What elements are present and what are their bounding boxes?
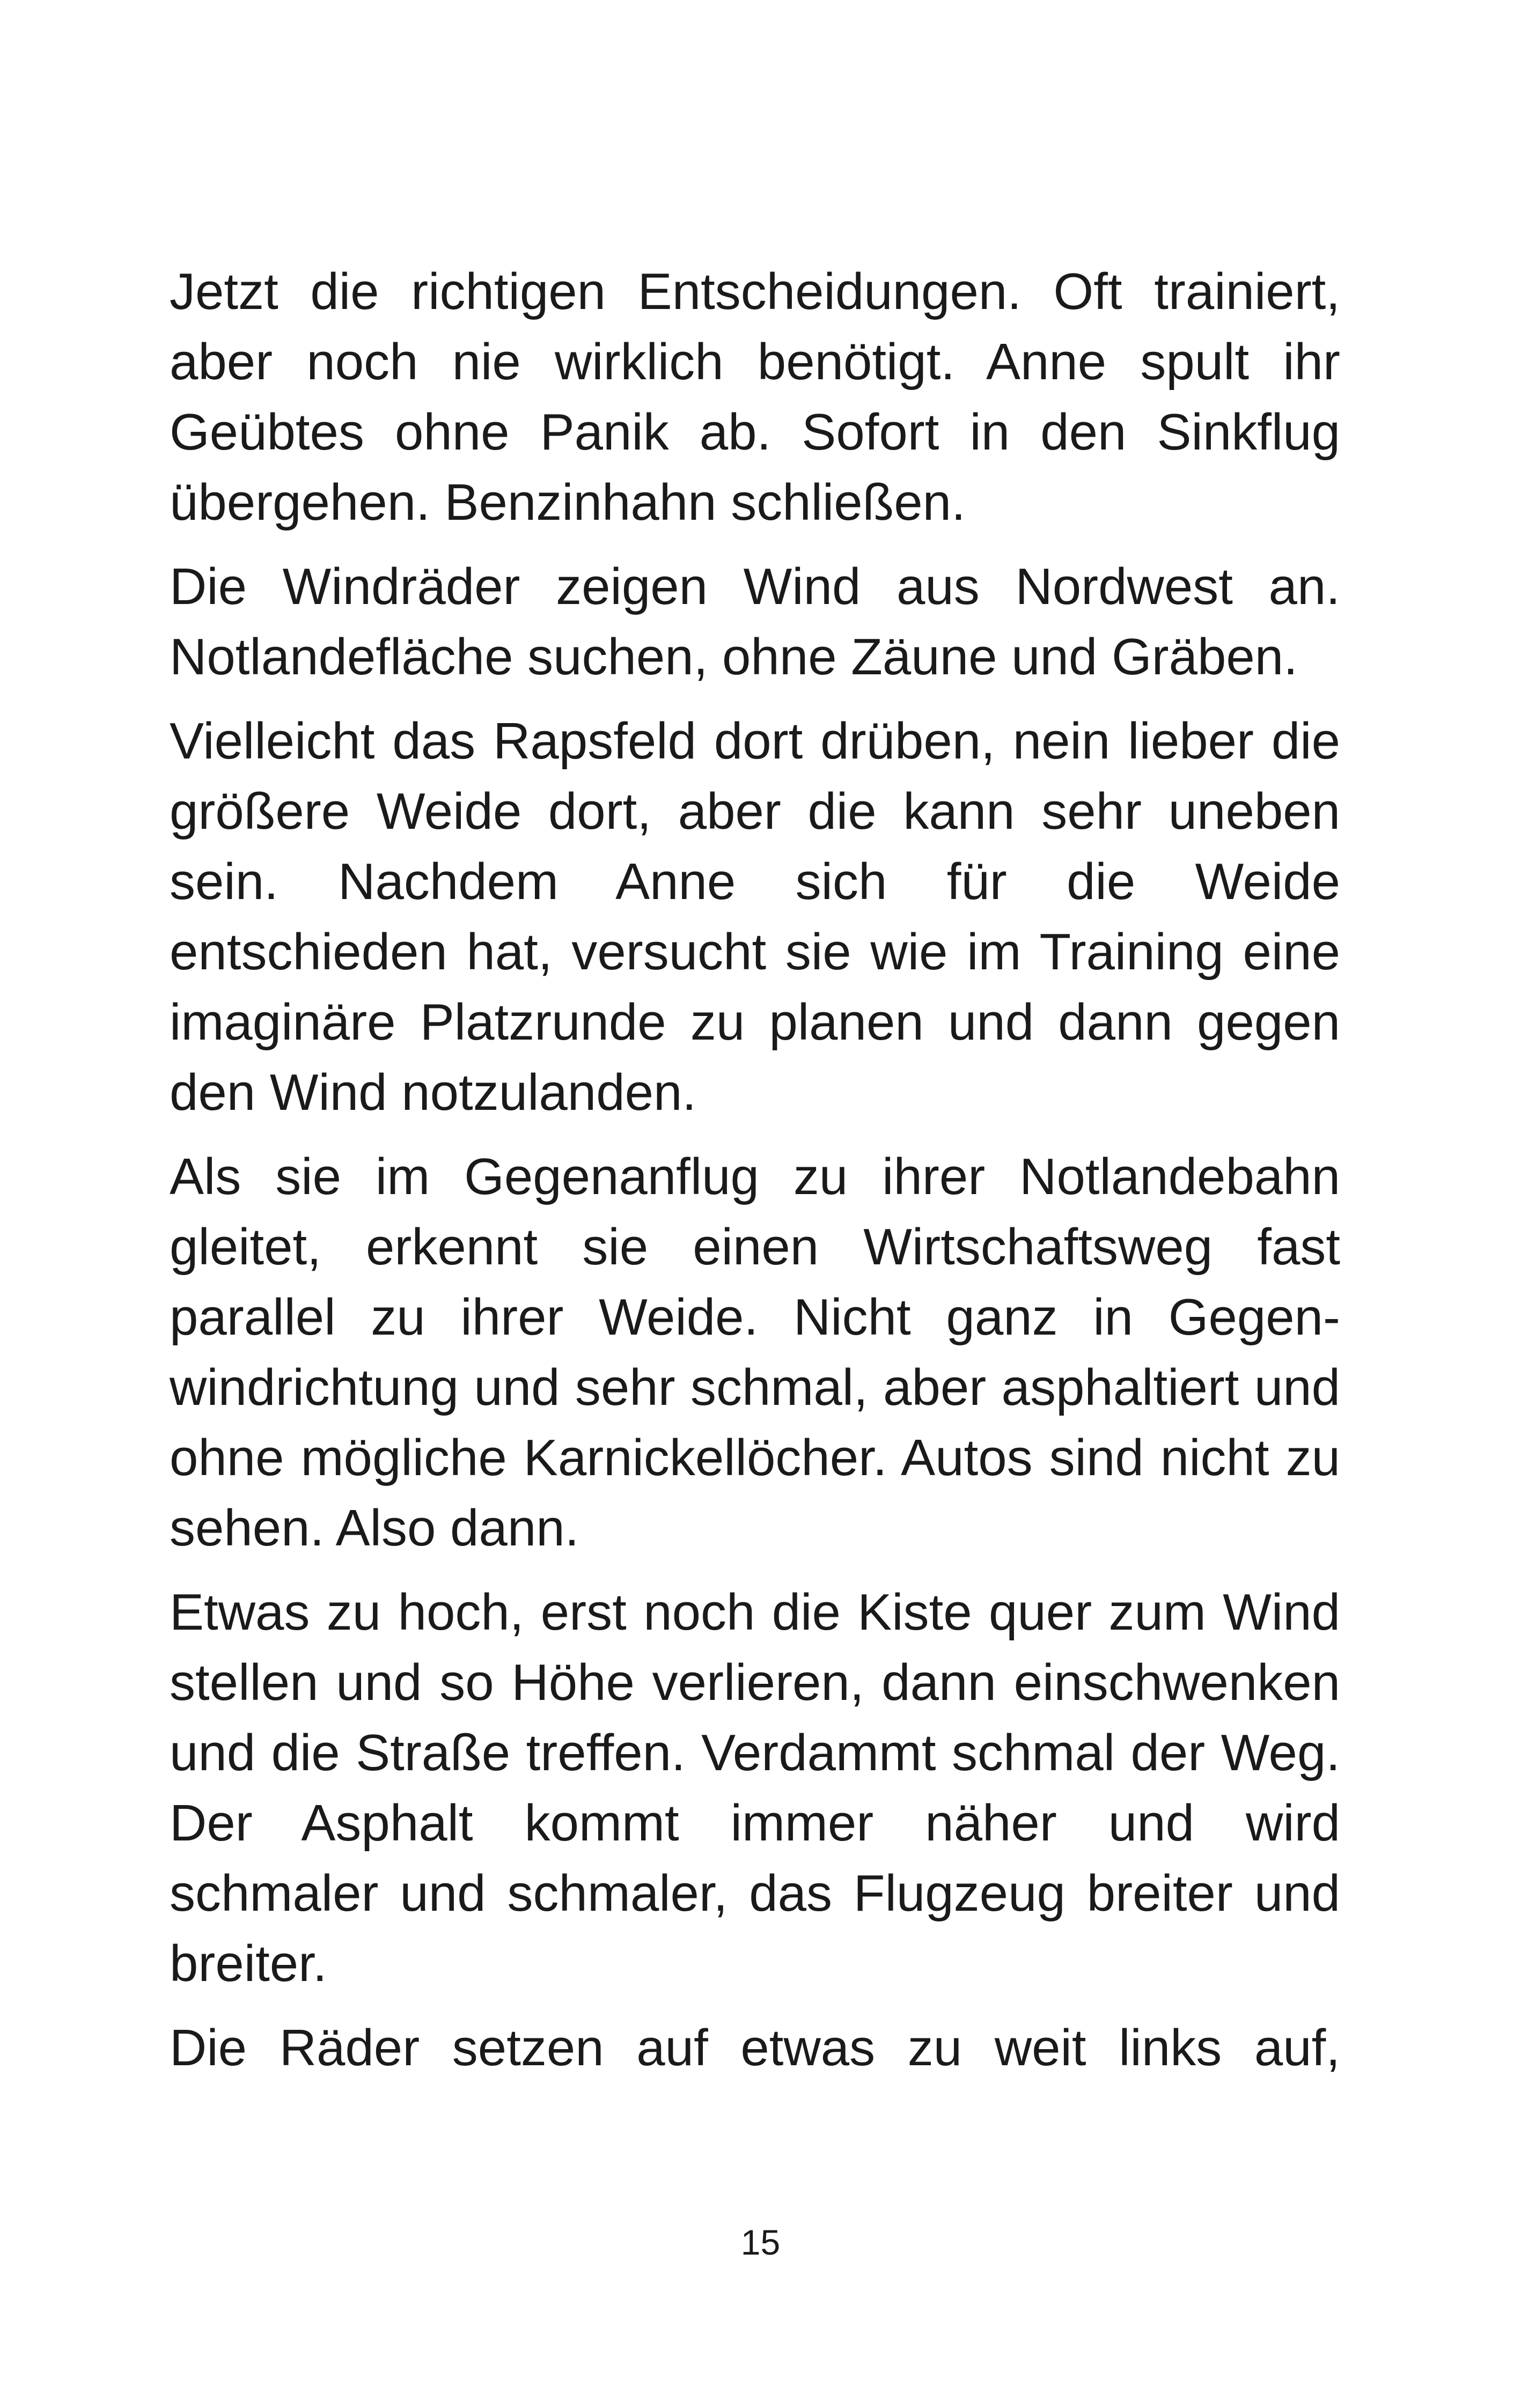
paragraph: Die Windräder zeigen Wind aus Nordwest an. Notlandefläche suchen, ohne Zäune und Gräben. [170, 558, 1340, 686]
page-body [170, 256, 1340, 2097]
page-number: 15 [740, 2222, 781, 2262]
paragraph: Als sie im Gegenanflug zu ihrer Notlandebahn gleitet, erkennt sie einen Wirtschaftsweg fast parallel zu ihrer Weide. Nicht ganz in Gegenwindrichtung und sehr schmal, aber asphaltiert und ohne mögliche Karnickellöcher. Autos sind nicht zu sehen. Also dann. [170, 1148, 1340, 1557]
paragraph: Etwas zu hoch, erst noch die Kiste quer zum Wind stellen und so Höhe verlieren, dann einschwenken und die Straße treffen. Verdammt schmal der Weg. Der Asphalt kommt immer näher und wird schmaler und schmaler, das Flugzeug breiter und breiter. [170, 1584, 1340, 1992]
paragraph: Die Räder setzen auf etwas zu weit links auf, [170, 2019, 1340, 2076]
paragraph: Vielleicht das Rapsfeld dort drüben, nein lieber die größere Weide dort, aber die kann sehr uneben sein. Nachdem Anne sich für die Weide entschieden hat, versucht sie wie im Training eine imaginäre Platzrunde zu planen und dann gegen den Wind notzulanden. [170, 712, 1340, 1121]
paragraph: Jetzt die richtigen Entscheidungen. Oft trainiert, aber noch nie wirklich benötigt. Anne spult ihr Geübtes ohne Panik ab. Sofort in den Sinkflug übergehen. Benzinhahn schließen. [170, 263, 1340, 531]
